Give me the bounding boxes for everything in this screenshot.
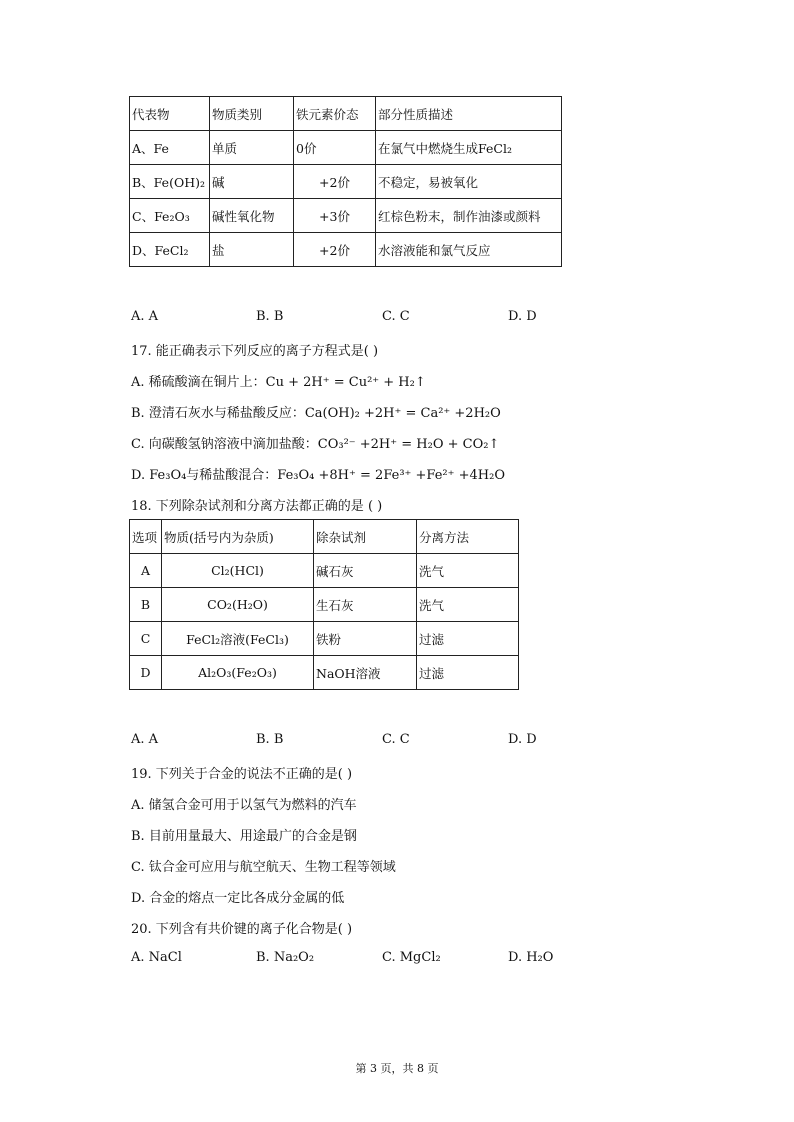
- table-cell: D、FeCl₂: [130, 233, 210, 267]
- table-cell: A、Fe: [130, 131, 210, 165]
- q19-option-c[interactable]: C. 钛合金可应用与航空航天、生物工程等领域: [131, 860, 396, 875]
- table-cell: C、Fe₂O₃: [130, 199, 210, 233]
- table-cell: 铁粉: [314, 622, 417, 656]
- purification-table: [129, 519, 519, 690]
- q19-stem: 19. 下列关于合金的说法不正确的是( ): [131, 767, 353, 782]
- table-cell: 碱性氧化物: [210, 199, 294, 233]
- table-cell: 单质: [210, 131, 294, 165]
- table-header-row: [130, 520, 519, 554]
- q19-option-a[interactable]: A. 储氢合金可用于以氢气为燃料的汽车: [131, 798, 357, 813]
- q18-stem: 18. 下列除杂试剂和分离方法都正确的是 ( ): [131, 499, 383, 514]
- table-cell: CO₂(H₂O): [162, 588, 314, 622]
- table-cell: 在氯气中燃烧生成FeCl₂: [376, 131, 562, 165]
- q16-option-b[interactable]: B. B: [256, 309, 284, 324]
- table-cell: 不稳定，易被氧化: [376, 165, 562, 199]
- page-footer: 第 3 页，共 8 页: [355, 1062, 439, 1075]
- table-header-cell: 除杂试剂: [314, 520, 417, 554]
- table-row: [130, 554, 519, 588]
- table-cell: 红棕色粉末，制作油漆或颜料: [376, 199, 562, 233]
- table-cell: Cl₂(HCl): [162, 554, 314, 588]
- q18-option-d[interactable]: D. D: [508, 732, 537, 747]
- table-header-cell: 选项: [130, 520, 162, 554]
- table-cell: +3价: [294, 199, 376, 233]
- table-cell: Al₂O₃(Fe₂O₃): [162, 656, 314, 690]
- table-cell: A: [130, 554, 162, 588]
- table-cell: D: [130, 656, 162, 690]
- table-header-row: [130, 97, 562, 131]
- table-cell: 水溶液能和氯气反应: [376, 233, 562, 267]
- table-header-cell: 分离方法: [417, 520, 519, 554]
- table-row: [130, 131, 562, 165]
- table-row: [130, 165, 562, 199]
- table-cell: 洗气: [417, 554, 519, 588]
- q17-option-b[interactable]: B. 澄清石灰水与稀盐酸反应：Ca(OH)₂ +2H⁺ = Ca²⁺ +2H₂O: [131, 406, 501, 421]
- table-row: [130, 588, 519, 622]
- q20-option-d[interactable]: D. H₂O: [508, 950, 554, 965]
- table-cell: 0价: [294, 131, 376, 165]
- q20-option-b[interactable]: B. Na₂O₂: [256, 950, 315, 965]
- table-cell: 过滤: [417, 656, 519, 690]
- q18-option-a[interactable]: A. A: [131, 732, 159, 747]
- q19-option-b[interactable]: B. 目前用量最大、用途最广的合金是钢: [131, 829, 357, 844]
- table-header-cell: 物质类别: [210, 97, 294, 131]
- table-cell: 洗气: [417, 588, 519, 622]
- table-cell: +2价: [294, 233, 376, 267]
- table-cell: 盐: [210, 233, 294, 267]
- table-header-cell: 代表物: [130, 97, 210, 131]
- table-cell: C: [130, 622, 162, 656]
- table-header-cell: 铁元素价态: [294, 97, 376, 131]
- table-cell: 过滤: [417, 622, 519, 656]
- table-cell: 碱: [210, 165, 294, 199]
- table-row: [130, 656, 519, 690]
- iron-compounds-table: [129, 96, 562, 267]
- q16-option-d[interactable]: D. D: [508, 309, 537, 324]
- table-cell: FeCl₂溶液(FeCl₃): [162, 622, 314, 656]
- table-cell: NaOH溶液: [314, 656, 417, 690]
- q17-option-c[interactable]: C. 向碳酸氢钠溶液中滴加盐酸：CO₃²⁻ +2H⁺ = H₂O + CO₂↑: [131, 437, 500, 452]
- q17-option-d[interactable]: D. Fe₃O₄与稀盐酸混合：Fe₃O₄ +8H⁺ = 2Fe³⁺ +Fe²⁺ +4H₂O: [131, 468, 505, 483]
- q20-stem: 20. 下列含有共价键的离子化合物是( ): [131, 922, 353, 937]
- q16-option-c[interactable]: C. C: [382, 309, 410, 324]
- table-header-cell: 部分性质描述: [376, 97, 562, 131]
- q20-option-c[interactable]: C. MgCl₂: [382, 950, 441, 965]
- q18-option-b[interactable]: B. B: [256, 732, 284, 747]
- table-cell: B: [130, 588, 162, 622]
- table-cell: B、Fe(OH)₂: [130, 165, 210, 199]
- table-cell: 碱石灰: [314, 554, 417, 588]
- q17-option-a[interactable]: A. 稀硫酸滴在铜片上：Cu + 2H⁺ = Cu²⁺ + H₂↑: [131, 375, 426, 390]
- q20-option-a[interactable]: A. NaCl: [131, 950, 182, 965]
- q19-option-d[interactable]: D. 合金的熔点一定比各成分金属的低: [131, 891, 345, 906]
- table-row: [130, 622, 519, 656]
- table-header-cell: 物质(括号内为杂质): [162, 520, 314, 554]
- q16-option-a[interactable]: A. A: [131, 309, 159, 324]
- table-row: [130, 233, 562, 267]
- table-row: [130, 199, 562, 233]
- q17-stem: 17. 能正确表示下列反应的离子方程式是( ): [131, 344, 379, 359]
- table-cell: +2价: [294, 165, 376, 199]
- q18-option-c[interactable]: C. C: [382, 732, 410, 747]
- table-cell: 生石灰: [314, 588, 417, 622]
